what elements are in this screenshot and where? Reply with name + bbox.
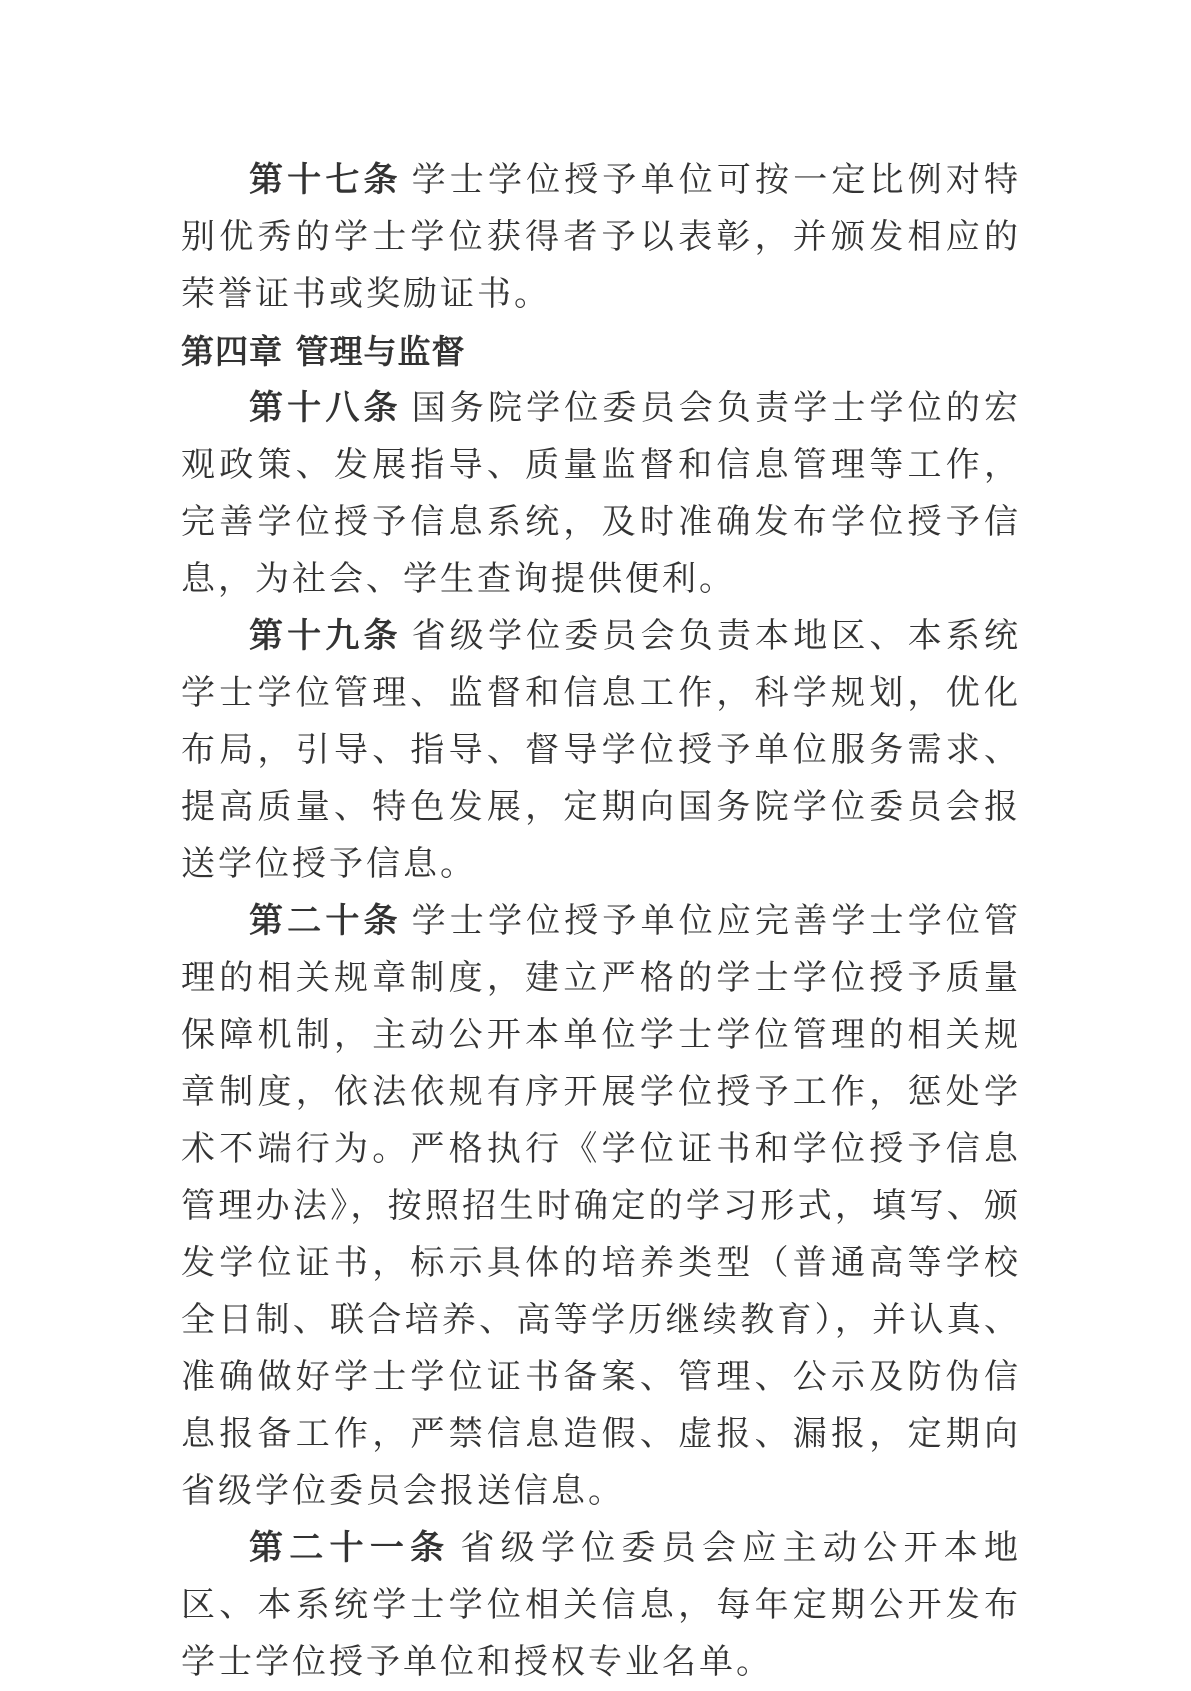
article-19 [181,608,1021,893]
article-20 [181,893,1021,1520]
article-text: 国务院学位委员会负责学士学位的宏观政策、发展指导、质量监督和信息管理等工作，完善学位授予信息系统，及时准确发布学位授予信息，为社会、学生查询提供便利。 [181,388,1022,599]
article-text: 学士学位授予单位应完善学士学位管理的相关规章制度，建立严格的学士学位授予质量保障机制，主动公开本单位学士学位管理的相关规章制度，依法依规有序开展学位授予工作，惩处学术不端行为。严格执行《学位证书和学位授予信息管理办法》，按照招生时确定的学习形式，填写、颁发学位证书，标示具体的培养类型（普通高等学校全日制、联合培养、高等学历继续教育），并认真、准确做好学士学位证书备案、管理、公示及防伪信息报备工作，严禁信息造假、虚报、漏报，定期向省级学位委员会报送信息。 [181,901,1022,1511]
article-text: 省级学位委员会应主动公开本地区、本系统学士学位相关信息，每年定期公开发布学士学位授予单位和授权专业名单。 [181,1528,1022,1682]
article-number: 第十七条 [249,160,402,200]
article-text: 省级学位委员会负责本地区、本系统学士学位管理、监督和信息工作，科学规划，优化布局，引导、指导、督导学位授予单位服务需求、提高质量、特色发展，定期向国务院学位委员会报送学位授予信息。 [181,616,1022,884]
article-number: 第二十条 [249,901,402,941]
article-text: 学士学位授予单位可按一定比例对特别优秀的学士学位获得者予以表彰，并颁发相应的荣誉证书或奖励证书。 [181,160,1022,314]
chapter-heading: 第四章 管理与监督 [181,332,466,371]
article-number: 第十八条 [249,388,402,428]
article-number: 第十九条 [249,616,402,656]
article-number: 第二十一条 [249,1528,451,1568]
article-21 [181,1520,1021,1691]
document-body [181,152,1021,1691]
article-17 [181,152,1021,323]
article-18 [181,380,1021,608]
